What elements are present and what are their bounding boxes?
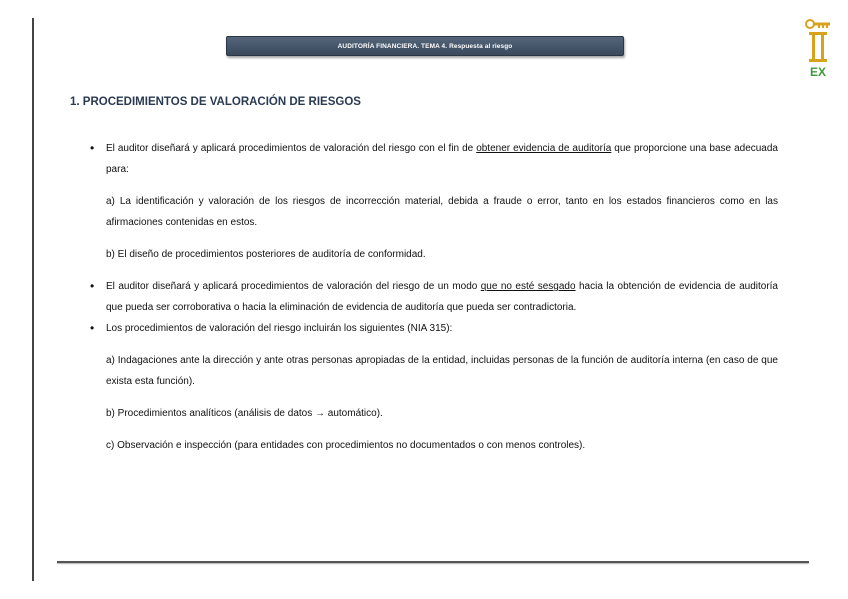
sub-item-a-inquiries: a) Indagaciones ante la dirección y ante otras personas apropiadas de la entidad, incluidas personas de la función de auditoría interna (en caso de que exista esta función).	[106, 355, 778, 387]
header-banner-text: AUDITORÍA FINANCIERA. TEMA 4. Respuesta al riesgo	[337, 42, 513, 50]
column-icon	[809, 32, 827, 62]
section-title: 1. PROCEDIMIENTOS DE VALORACIÓN DE RIESGOS	[70, 96, 361, 108]
logo-text: EX	[809, 65, 827, 79]
bullet-evidence-purpose: • El auditor diseñará y aplicará procedimientos de valoración del riesgo con el fin de obtener evidencia de auditoría que proporcione una base adecuada para:	[90, 138, 778, 180]
sub-item-c-observation: c) Observación e inspección (para entidades con procedimientos no documentados o con menos controles).	[106, 440, 586, 451]
sub-item-b-design: b) El diseño de procedimientos posteriores de auditoría de conformidad.	[106, 249, 426, 260]
key-icon	[806, 20, 830, 28]
content-body	[90, 138, 778, 456]
university-logo	[805, 18, 831, 80]
bullet-unbiased: • El auditor diseñará y aplicará procedimientos de valoración del riesgo de un modo que no esté sesgado hacia la obtención de evidencia de auditoría que pueda ser corroborativa o hacia la eliminación de evidencia de auditoría que pueda ser contradictoria.	[90, 276, 778, 318]
sub-item-b-analytical: b) Procedimientos analíticos (análisis de datos → automático).	[106, 408, 383, 419]
sub-item-a-identification: a) La identificación y valoración de los riesgos de incorrección material, debida a fraude o error, tanto en los estados financieros como en las afirmaciones contenidas en estos.	[106, 196, 778, 228]
left-margin-rule	[32, 18, 34, 581]
bottom-rule	[57, 561, 809, 563]
header-banner	[226, 36, 624, 56]
bullet-procedures-include: • Los procedimientos de valoración del riesgo incluirán los siguientes (NIA 315):	[90, 318, 778, 339]
